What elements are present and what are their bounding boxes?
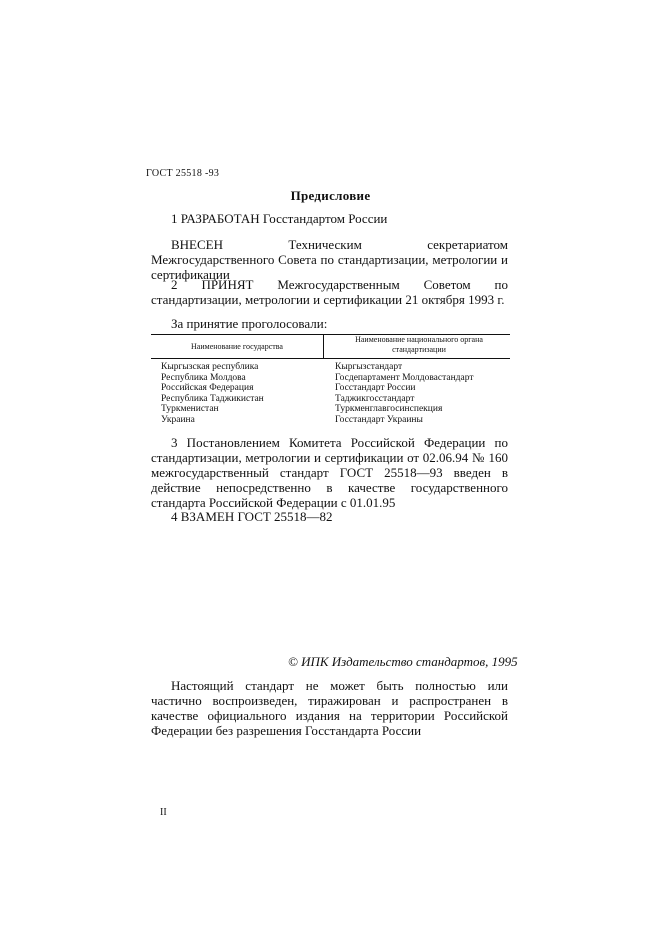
table-header-national-body: Наименование национального органа стандартизации xyxy=(355,335,483,354)
table-cell-national-body: Кыргызстандарт xyxy=(335,362,403,372)
table-header-rule xyxy=(151,358,510,359)
page-number: II xyxy=(160,807,167,818)
table-cell-state: Республика Таджикистан xyxy=(161,393,264,404)
paragraph-submitted-by: ВНЕСЕН Техническим секретариатом Межгосударственного Совета по стандартизации, метрологии и сертификации xyxy=(151,237,508,282)
table-cell-national-body: Туркменглавгосинспекция xyxy=(335,404,443,414)
table-cell-state: Республика Молдова xyxy=(161,372,246,383)
table-cell-state: Туркменистан xyxy=(161,404,219,414)
table-cell-national-body: Госстандарт Украины xyxy=(335,414,423,425)
table-cell-state: Кыргызская республика xyxy=(161,362,259,372)
page-title: Предисловие xyxy=(290,188,371,203)
paragraph-voters-intro: За принятие проголосовали: xyxy=(171,316,328,331)
paragraph-developed-by: 1 РАЗРАБОТАН Госстандартом России xyxy=(171,211,388,226)
table-cell-national-body: Таджикгосстандарт xyxy=(335,393,415,404)
table-cell-state: Украина xyxy=(161,414,195,425)
table-cell-state: Российская Федерация xyxy=(161,383,254,393)
table-cell-national-body: Госдепартамент Молдовастандарт xyxy=(335,372,474,383)
table-header-state: Наименование государства xyxy=(191,342,283,351)
reproduction-notice: Настоящий стандарт не может быть полностью или частично воспроизведен, тиражирован и распространен в качестве официального издания на территории Российской Федерации без разрешения Госстандарта России xyxy=(151,678,508,738)
copyright-line: © ИПК Издательство стандартов, 1995 xyxy=(288,654,518,669)
document-code-header: ГОСТ 25518 -93 xyxy=(146,168,220,179)
paragraph-enacted-by: 3 Постановлением Комитета Российской Федерации по стандартизации, метрологии и сертификации от 02.06.94 № 160 межгосударственный стандарт ГОСТ 25518—93 введен в действие непосредственно в качестве государственного стандарта Российской Федерации с 01.01.95 xyxy=(151,435,508,510)
paragraph-adopted-by: 2 ПРИНЯТ Межгосударственным Советом по стандартизации, метрологии и сертификации 21 октября 1993 г. xyxy=(151,277,508,307)
table-cell-national-body: Госстандарт России xyxy=(335,383,416,393)
table-column-divider xyxy=(323,335,324,358)
paragraph-replaces: 4 ВЗАМЕН ГОСТ 25518—82 xyxy=(171,509,333,524)
